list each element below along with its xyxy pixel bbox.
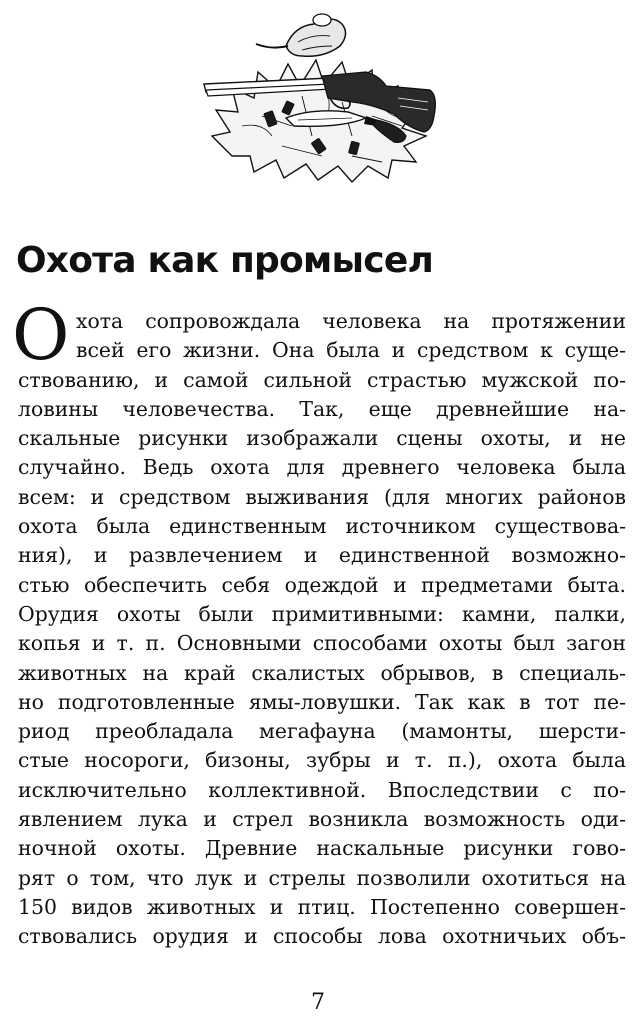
- text-line: 150 видов животных и птиц. Постепенно совершен-: [18, 894, 626, 919]
- text-line: хота сопровождала человека на протяжении: [76, 309, 626, 333]
- text-line: ствованию, и самой сильной страстью мужской по-: [18, 367, 626, 392]
- text-line: исключительно коллективной. Впоследствии с по-: [18, 777, 626, 802]
- page-number: 7: [311, 990, 325, 1015]
- text-line: охота была единственным источником существова-: [18, 514, 626, 539]
- text-line: стые носороги, бизоны, зубры и т. п.), охота была: [18, 748, 626, 773]
- text-line: копья и т. п. Основными способами охоты был загон: [18, 631, 626, 656]
- game-bird-icon: [256, 14, 346, 56]
- text-line: рят о том, что лук и стрелы позволили охотиться на: [18, 865, 626, 890]
- text-line: Орудия охоты были примитивными: камни, палки,: [18, 601, 626, 626]
- text-line: всем: и средством выживания (для многих районов: [18, 484, 626, 509]
- text-line: животных на край скалистых обрывов, в специаль-: [18, 660, 626, 685]
- text-line: явлением лука и стрел возникла возможность оди-: [18, 807, 626, 832]
- text-line: ствовались орудия и способы лова охотничьих объ-: [18, 924, 626, 949]
- text-line: всей его жизни. Она была и средством к суще-: [76, 338, 626, 363]
- text-line: ловины человечества. Так, еще древнейшие на-: [18, 396, 626, 421]
- chapter-title: Охота как промысел: [16, 240, 434, 281]
- body-text: [18, 307, 626, 952]
- drop-cap: О: [12, 294, 70, 376]
- hunting-illustration: [202, 6, 440, 184]
- text-line: ния), и развлечением и единственной возможно-: [18, 543, 626, 568]
- text-line: скальные рисунки изображали сцены охоты, и не: [18, 426, 626, 451]
- text-line: риод преобладала мегафауна (мамонты, шерсти-: [18, 719, 626, 744]
- text-line: но подготовленные ямы-ловушки. Так как в тот пе-: [18, 689, 626, 714]
- text-line: случайно. Ведь охота для древнего человека была: [18, 455, 626, 480]
- text-line: стью обеспечить себя одеждой и предметами быта.: [18, 572, 626, 597]
- text-line: ночной охоты. Древние наскальные рисунки гово-: [18, 836, 626, 861]
